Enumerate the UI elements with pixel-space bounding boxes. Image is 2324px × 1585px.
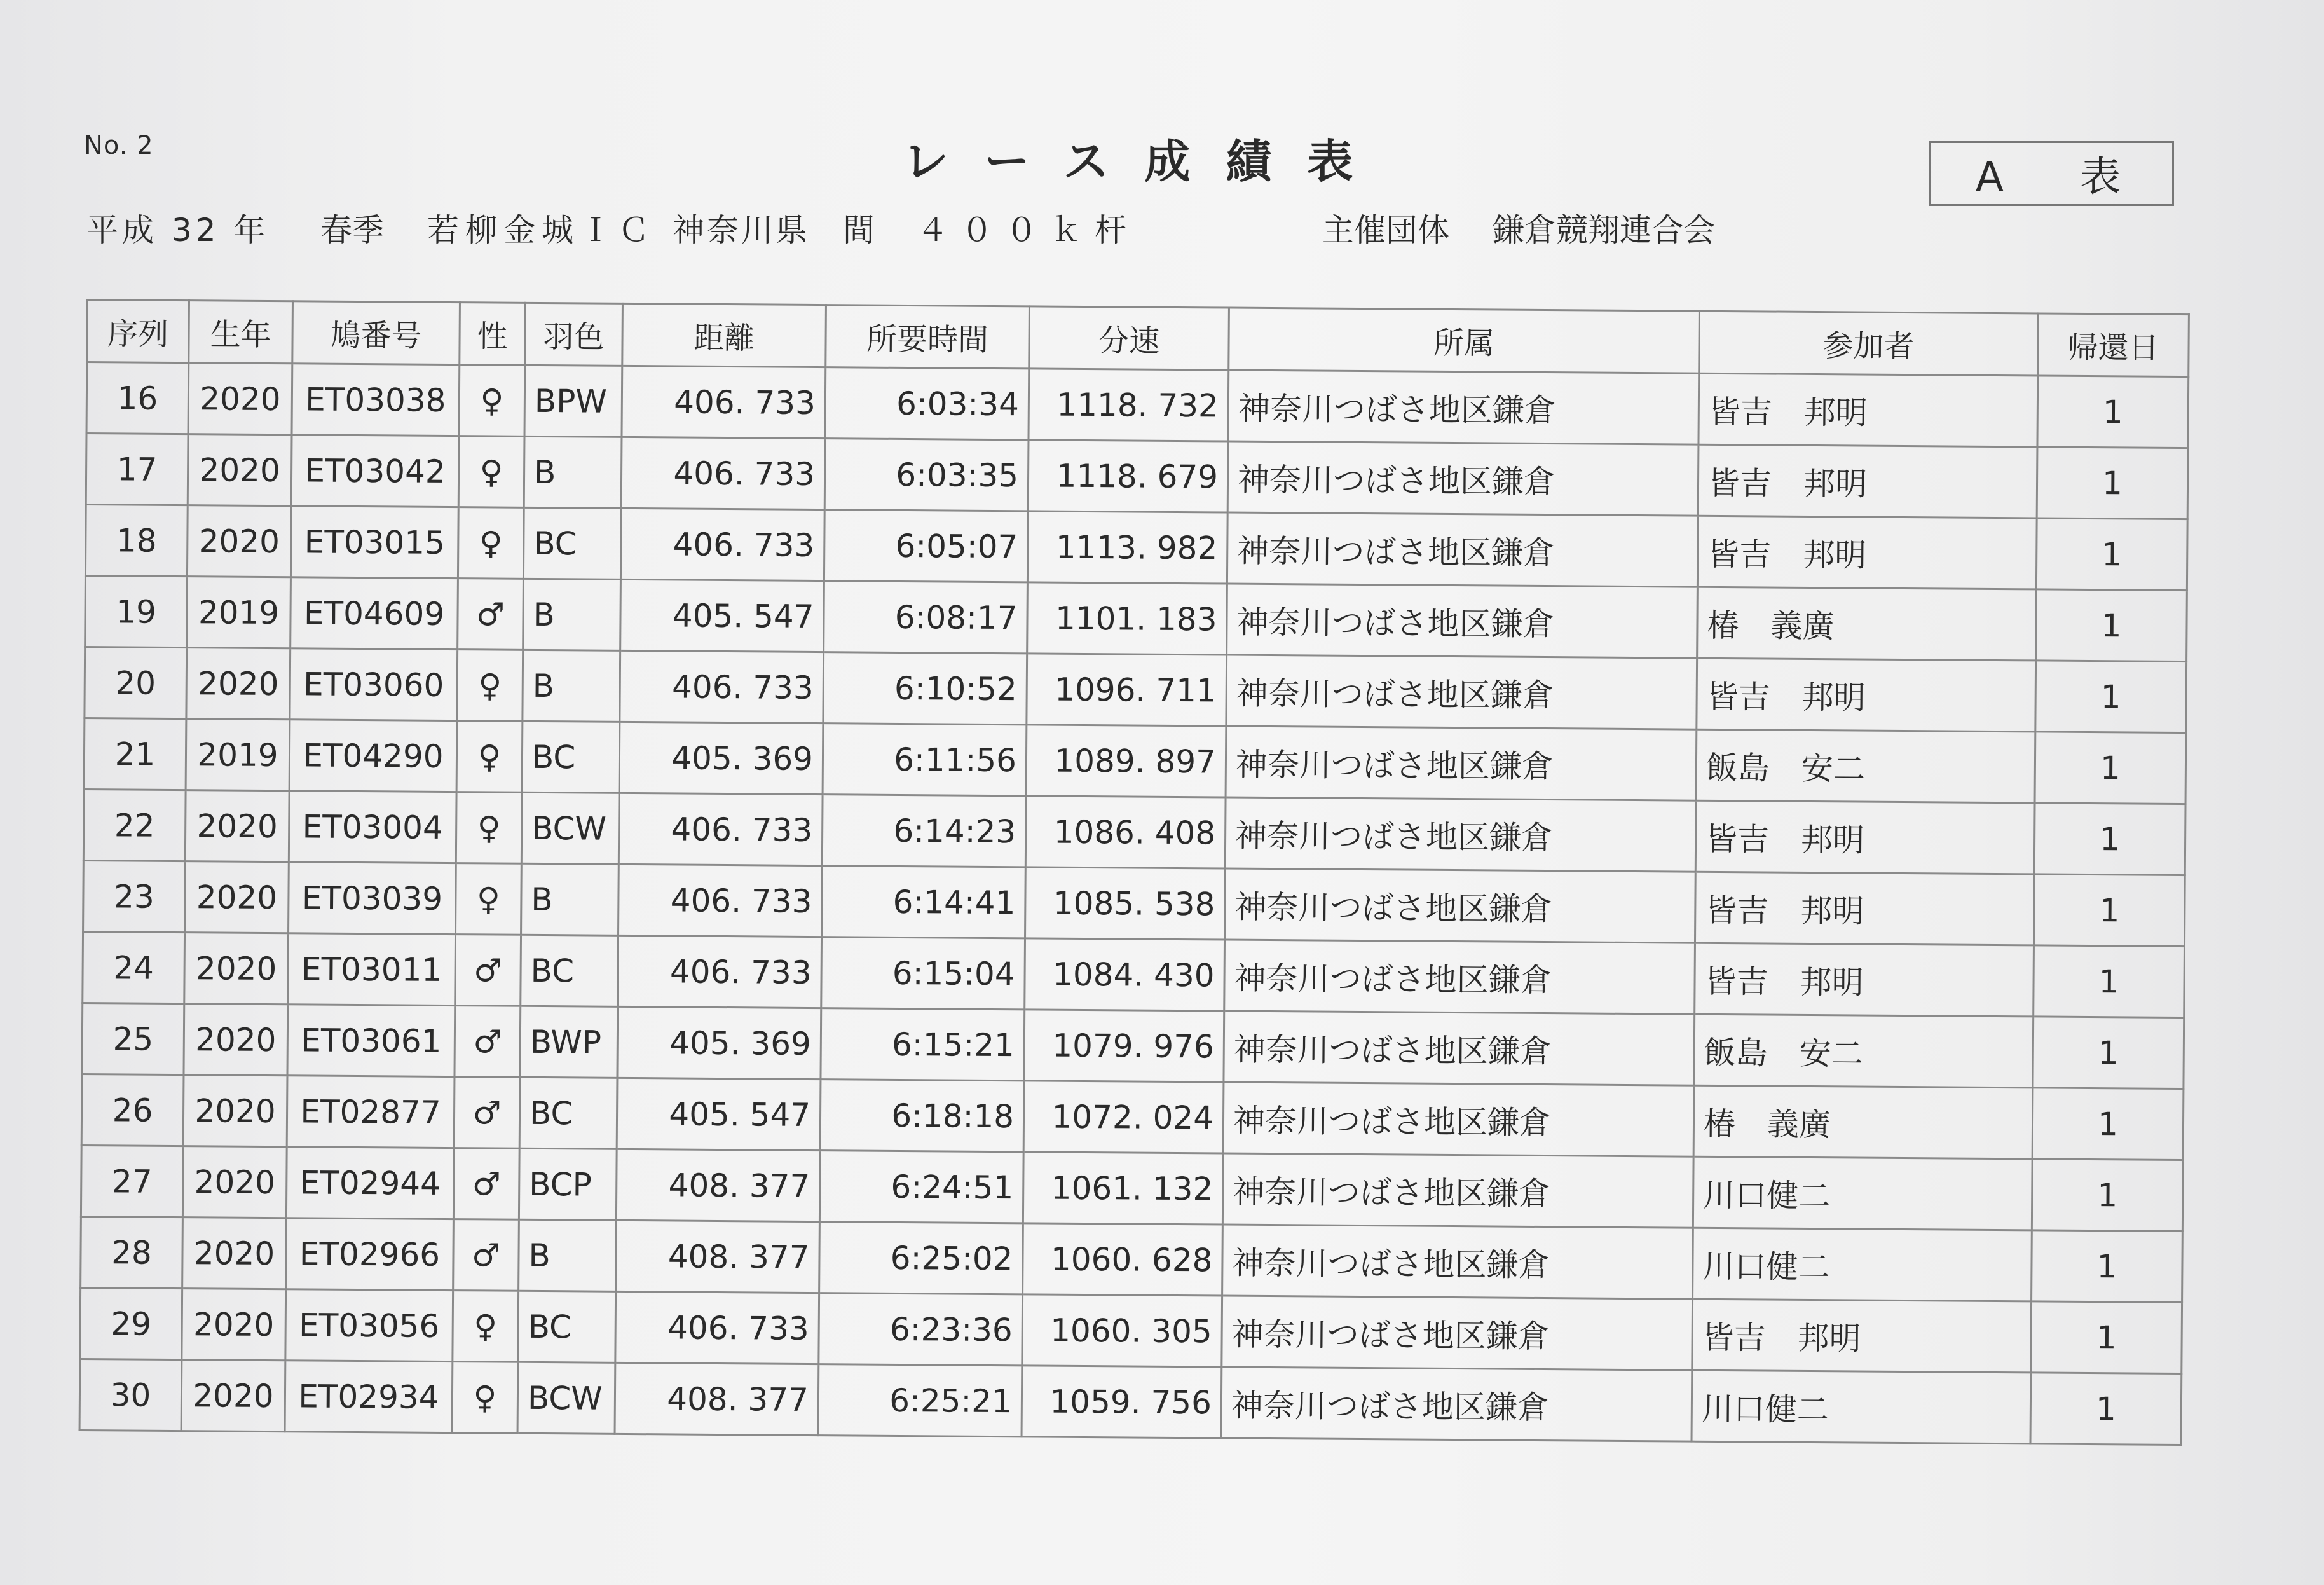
distance-cell: 406. 733 xyxy=(621,437,825,509)
speed-cell: 1113. 982 xyxy=(1027,511,1227,584)
rank-cell: 17 xyxy=(86,434,188,505)
bird-number-cell: ET03042 xyxy=(291,435,459,507)
return-day-cell: 1 xyxy=(2035,661,2187,733)
sex-cell: ♂ xyxy=(455,1006,521,1078)
club-cell: 神奈川つばさ地区鎌倉 xyxy=(1224,1011,1695,1085)
year-cell: 2020 xyxy=(188,434,292,506)
rank-cell: 23 xyxy=(83,860,186,932)
member-cell: 皆吉 邦明 xyxy=(1692,1299,2032,1373)
time-cell: 6:14:23 xyxy=(822,795,1026,867)
bird-number-cell: ET03039 xyxy=(289,862,456,935)
time-cell: 6:03:35 xyxy=(824,439,1029,511)
time-cell: 6:25:02 xyxy=(819,1222,1023,1294)
organizer-name: 鎌倉競翔連合会 xyxy=(1493,212,1715,249)
rank-cell: 18 xyxy=(85,505,188,577)
color-cell: BC xyxy=(521,935,619,1006)
rank-cell: 24 xyxy=(83,931,185,1003)
speed-cell: 1079. 976 xyxy=(1024,1010,1224,1082)
time-cell: 6:03:34 xyxy=(825,367,1029,440)
sex-cell: ♀ xyxy=(452,1362,518,1434)
rank-cell: 30 xyxy=(79,1359,182,1431)
club-cell: 神奈川つばさ地区鎌倉 xyxy=(1225,868,1696,943)
return-day-cell: 1 xyxy=(2037,447,2188,519)
results-body xyxy=(79,362,2189,1445)
time-cell: 6:15:21 xyxy=(821,1008,1025,1081)
year-cell: 2020 xyxy=(182,1218,287,1289)
speed-cell: 1089. 897 xyxy=(1026,725,1226,797)
return-day-cell: 1 xyxy=(2036,518,2187,591)
color-cell: BCW xyxy=(521,792,619,864)
sex-cell: ♂ xyxy=(458,579,524,650)
color-cell: B xyxy=(519,1219,617,1291)
member-cell: 皆吉 邦明 xyxy=(1695,872,2034,945)
column-header-member: 参加者 xyxy=(1699,311,2039,376)
bird-number-cell: ET02966 xyxy=(286,1218,454,1291)
distance-cell: 406. 733 xyxy=(618,935,822,1008)
document-title: レース成績表 xyxy=(903,135,1389,188)
time-cell: 6:24:51 xyxy=(819,1151,1023,1223)
year-cell: 2020 xyxy=(184,933,289,1005)
rank-cell: 27 xyxy=(81,1145,183,1217)
rank-cell: 28 xyxy=(81,1216,183,1288)
color-cell: B xyxy=(523,650,620,722)
rank-cell: 29 xyxy=(80,1287,182,1359)
bird-number-cell: ET03061 xyxy=(287,1005,455,1077)
bird-number-cell: ET03015 xyxy=(290,506,458,579)
distance-cell: 405. 547 xyxy=(617,1078,821,1150)
time-cell: 6:23:36 xyxy=(819,1293,1023,1366)
sex-cell: ♀ xyxy=(456,792,522,864)
member-cell: 椿 義廣 xyxy=(1697,587,2037,661)
year-cell: 2020 xyxy=(184,1004,288,1076)
distance-cell: 408. 377 xyxy=(616,1149,820,1221)
speed-cell: 1086. 408 xyxy=(1025,796,1226,868)
bird-number-cell: ET02944 xyxy=(286,1147,454,1219)
column-header-return-day: 帰還日 xyxy=(2038,313,2189,377)
year-cell: 2020 xyxy=(188,363,292,435)
speed-cell: 1060. 305 xyxy=(1022,1294,1222,1367)
return-day-cell: 1 xyxy=(2032,1230,2183,1303)
column-header-rank: 序列 xyxy=(87,300,189,363)
member-cell: 椿 義廣 xyxy=(1693,1085,2033,1159)
color-cell: BC xyxy=(518,1291,616,1362)
member-cell: 皆吉 邦明 xyxy=(1695,800,2035,874)
year-cell: 2020 xyxy=(183,1075,287,1147)
sex-cell: ♀ xyxy=(459,365,525,437)
club-cell: 神奈川つばさ地区鎌倉 xyxy=(1226,655,1697,729)
speed-cell: 1059. 756 xyxy=(1022,1366,1222,1438)
race-distance: ４００ｋ杆 xyxy=(917,212,1139,249)
sex-cell: ♂ xyxy=(455,935,521,1006)
color-cell: B xyxy=(524,436,622,508)
club-cell: 神奈川つばさ地区鎌倉 xyxy=(1223,1082,1694,1156)
club-cell: 神奈川つばさ地区鎌倉 xyxy=(1225,797,1696,872)
color-cell: BC xyxy=(522,721,620,793)
distance-cell: 406. 733 xyxy=(620,508,824,580)
distance-cell: 405. 547 xyxy=(620,579,824,652)
rank-cell: 16 xyxy=(86,362,189,434)
member-cell: 皆吉 邦明 xyxy=(1698,444,2037,518)
distance-cell: 406. 733 xyxy=(622,366,826,438)
color-cell: BCP xyxy=(519,1148,617,1220)
distance-cell: 406. 733 xyxy=(615,1291,819,1364)
speed-cell: 1096. 711 xyxy=(1027,654,1227,726)
member-cell: 皆吉 邦明 xyxy=(1699,373,2038,447)
color-cell: BWP xyxy=(520,1006,618,1078)
bird-number-cell: ET03004 xyxy=(289,791,456,863)
year-cell: 2020 xyxy=(186,648,290,720)
speed-cell: 1118. 679 xyxy=(1028,440,1228,512)
rank-cell: 22 xyxy=(83,789,186,861)
return-day-cell: 1 xyxy=(2036,589,2187,662)
distance-cell: 406. 733 xyxy=(619,864,823,937)
color-cell: BPW xyxy=(524,365,622,437)
bird-number-cell: ET03056 xyxy=(285,1289,453,1362)
bird-number-cell: ET03060 xyxy=(290,648,458,721)
bird-number-cell: ET03011 xyxy=(288,933,456,1006)
color-cell: B xyxy=(523,579,621,650)
table-label-box: A 表 xyxy=(1929,141,2174,206)
sex-cell: ♀ xyxy=(456,721,523,793)
rank-cell: 26 xyxy=(81,1074,184,1146)
speed-cell: 1061. 132 xyxy=(1023,1152,1223,1225)
distance-cell: 405. 369 xyxy=(617,1006,821,1079)
year-cell: 2020 xyxy=(181,1360,285,1432)
color-cell: BC xyxy=(519,1077,617,1149)
year-cell: 2019 xyxy=(186,719,290,791)
bird-number-cell: ET03038 xyxy=(292,364,460,436)
column-header-sex: 性 xyxy=(460,303,526,366)
club-cell: 神奈川つばさ地区鎌倉 xyxy=(1228,370,1699,444)
page-number: No. 2 xyxy=(84,131,154,160)
time-cell: 6:14:41 xyxy=(822,866,1026,938)
results-table xyxy=(79,299,2190,1446)
race-era: 平成 32 年 xyxy=(86,212,270,249)
return-day-cell: 1 xyxy=(2030,1373,2182,1445)
return-day-cell: 1 xyxy=(2032,1088,2184,1160)
year-cell: 2020 xyxy=(182,1289,286,1361)
member-cell: 皆吉 邦明 xyxy=(1695,943,2034,1017)
sex-cell: ♂ xyxy=(454,1077,520,1149)
sex-cell: ♀ xyxy=(453,1291,519,1362)
member-cell: 皆吉 邦明 xyxy=(1697,516,2037,589)
table-row xyxy=(79,1359,2182,1444)
year-cell: 2019 xyxy=(187,577,291,648)
sex-cell: ♀ xyxy=(457,650,523,722)
time-cell: 6:08:17 xyxy=(824,581,1028,654)
column-header-time: 所要時間 xyxy=(826,305,1030,369)
time-cell: 6:05:07 xyxy=(824,510,1028,582)
bird-number-cell: ET02934 xyxy=(285,1361,453,1433)
time-cell: 6:25:21 xyxy=(818,1364,1022,1437)
color-cell: BCW xyxy=(517,1362,615,1434)
club-cell: 神奈川つばさ地区鎌倉 xyxy=(1227,441,1699,516)
return-day-cell: 1 xyxy=(2037,376,2189,448)
rank-cell: 21 xyxy=(84,718,186,790)
member-cell: 飯島 安二 xyxy=(1694,1014,2033,1088)
member-cell: 飯島 安二 xyxy=(1696,729,2035,803)
member-cell: 皆吉 邦明 xyxy=(1697,658,2036,732)
return-day-cell: 1 xyxy=(2033,874,2185,947)
sex-cell: ♂ xyxy=(453,1148,519,1220)
member-cell: 川口健二 xyxy=(1693,1156,2032,1230)
destination-prefecture: 神奈川県 xyxy=(673,212,810,249)
bird-number-cell: ET02877 xyxy=(287,1076,455,1148)
bird-number-cell: ET04290 xyxy=(289,720,457,792)
bird-number-cell: ET04609 xyxy=(290,577,458,650)
distance-cell: 405. 369 xyxy=(619,722,823,794)
club-cell: 神奈川つばさ地区鎌倉 xyxy=(1222,1153,1693,1228)
member-cell: 川口健二 xyxy=(1692,1370,2031,1444)
rank-cell: 20 xyxy=(85,647,187,718)
club-cell: 神奈川つばさ地区鎌倉 xyxy=(1226,726,1697,800)
distance-cell: 406. 733 xyxy=(620,650,824,723)
color-cell: B xyxy=(521,863,619,935)
return-day-cell: 1 xyxy=(2033,945,2185,1018)
speed-cell: 1118. 732 xyxy=(1029,369,1229,441)
return-day-cell: 1 xyxy=(2031,1301,2182,1374)
speed-cell: 1060. 628 xyxy=(1023,1223,1223,1296)
column-header-distance: 距離 xyxy=(622,303,826,367)
return-day-cell: 1 xyxy=(2033,1017,2184,1089)
return-day-cell: 1 xyxy=(2035,732,2186,804)
time-cell: 6:10:52 xyxy=(823,652,1027,725)
column-header-bird-number: 鳩番号 xyxy=(292,301,460,365)
year-cell: 2020 xyxy=(185,861,289,933)
speed-cell: 1072. 024 xyxy=(1023,1081,1224,1153)
column-header-color: 羽色 xyxy=(525,303,623,366)
sex-cell: ♀ xyxy=(458,507,524,579)
organizer-label: 主催団体 xyxy=(1322,212,1449,249)
sex-cell: ♂ xyxy=(453,1219,519,1291)
club-cell: 神奈川つばさ地区鎌倉 xyxy=(1221,1367,1692,1441)
speed-cell: 1101. 183 xyxy=(1027,582,1227,655)
speed-cell: 1084. 430 xyxy=(1025,938,1225,1011)
distance-cell: 408. 377 xyxy=(615,1362,819,1435)
year-cell: 2020 xyxy=(187,505,291,577)
column-header-club: 所属 xyxy=(1229,308,1700,373)
rank-cell: 25 xyxy=(82,1003,184,1074)
distance-cell: 406. 733 xyxy=(619,793,823,865)
club-cell: 神奈川つばさ地区鎌倉 xyxy=(1227,512,1698,587)
distance-cell: 408. 377 xyxy=(616,1220,820,1293)
time-cell: 6:15:04 xyxy=(821,937,1025,1010)
club-cell: 神奈川つばさ地区鎌倉 xyxy=(1222,1225,1693,1299)
between-label: 間 xyxy=(843,212,875,249)
column-header-speed: 分速 xyxy=(1029,306,1229,370)
rank-cell: 19 xyxy=(85,575,188,647)
return-day-cell: 1 xyxy=(2034,803,2185,875)
time-cell: 6:11:56 xyxy=(823,724,1027,796)
club-cell: 神奈川つばさ地区鎌倉 xyxy=(1222,1296,1693,1370)
return-day-cell: 1 xyxy=(2032,1159,2183,1232)
member-cell: 川口健二 xyxy=(1693,1228,2032,1301)
speed-cell: 1085. 538 xyxy=(1025,867,1226,940)
year-cell: 2020 xyxy=(185,790,289,862)
sex-cell: ♀ xyxy=(456,863,522,935)
sex-cell: ♀ xyxy=(458,436,524,508)
club-cell: 神奈川つばさ地区鎌倉 xyxy=(1224,940,1695,1014)
race-season: 春季 xyxy=(320,212,384,249)
club-cell: 神奈川つばさ地区鎌倉 xyxy=(1227,584,1698,658)
year-cell: 2020 xyxy=(182,1146,287,1218)
release-point: 若柳金城ＩＣ xyxy=(427,212,656,249)
time-cell: 6:18:18 xyxy=(820,1080,1024,1152)
color-cell: BC xyxy=(523,507,621,579)
column-header-year: 生年 xyxy=(189,301,293,364)
